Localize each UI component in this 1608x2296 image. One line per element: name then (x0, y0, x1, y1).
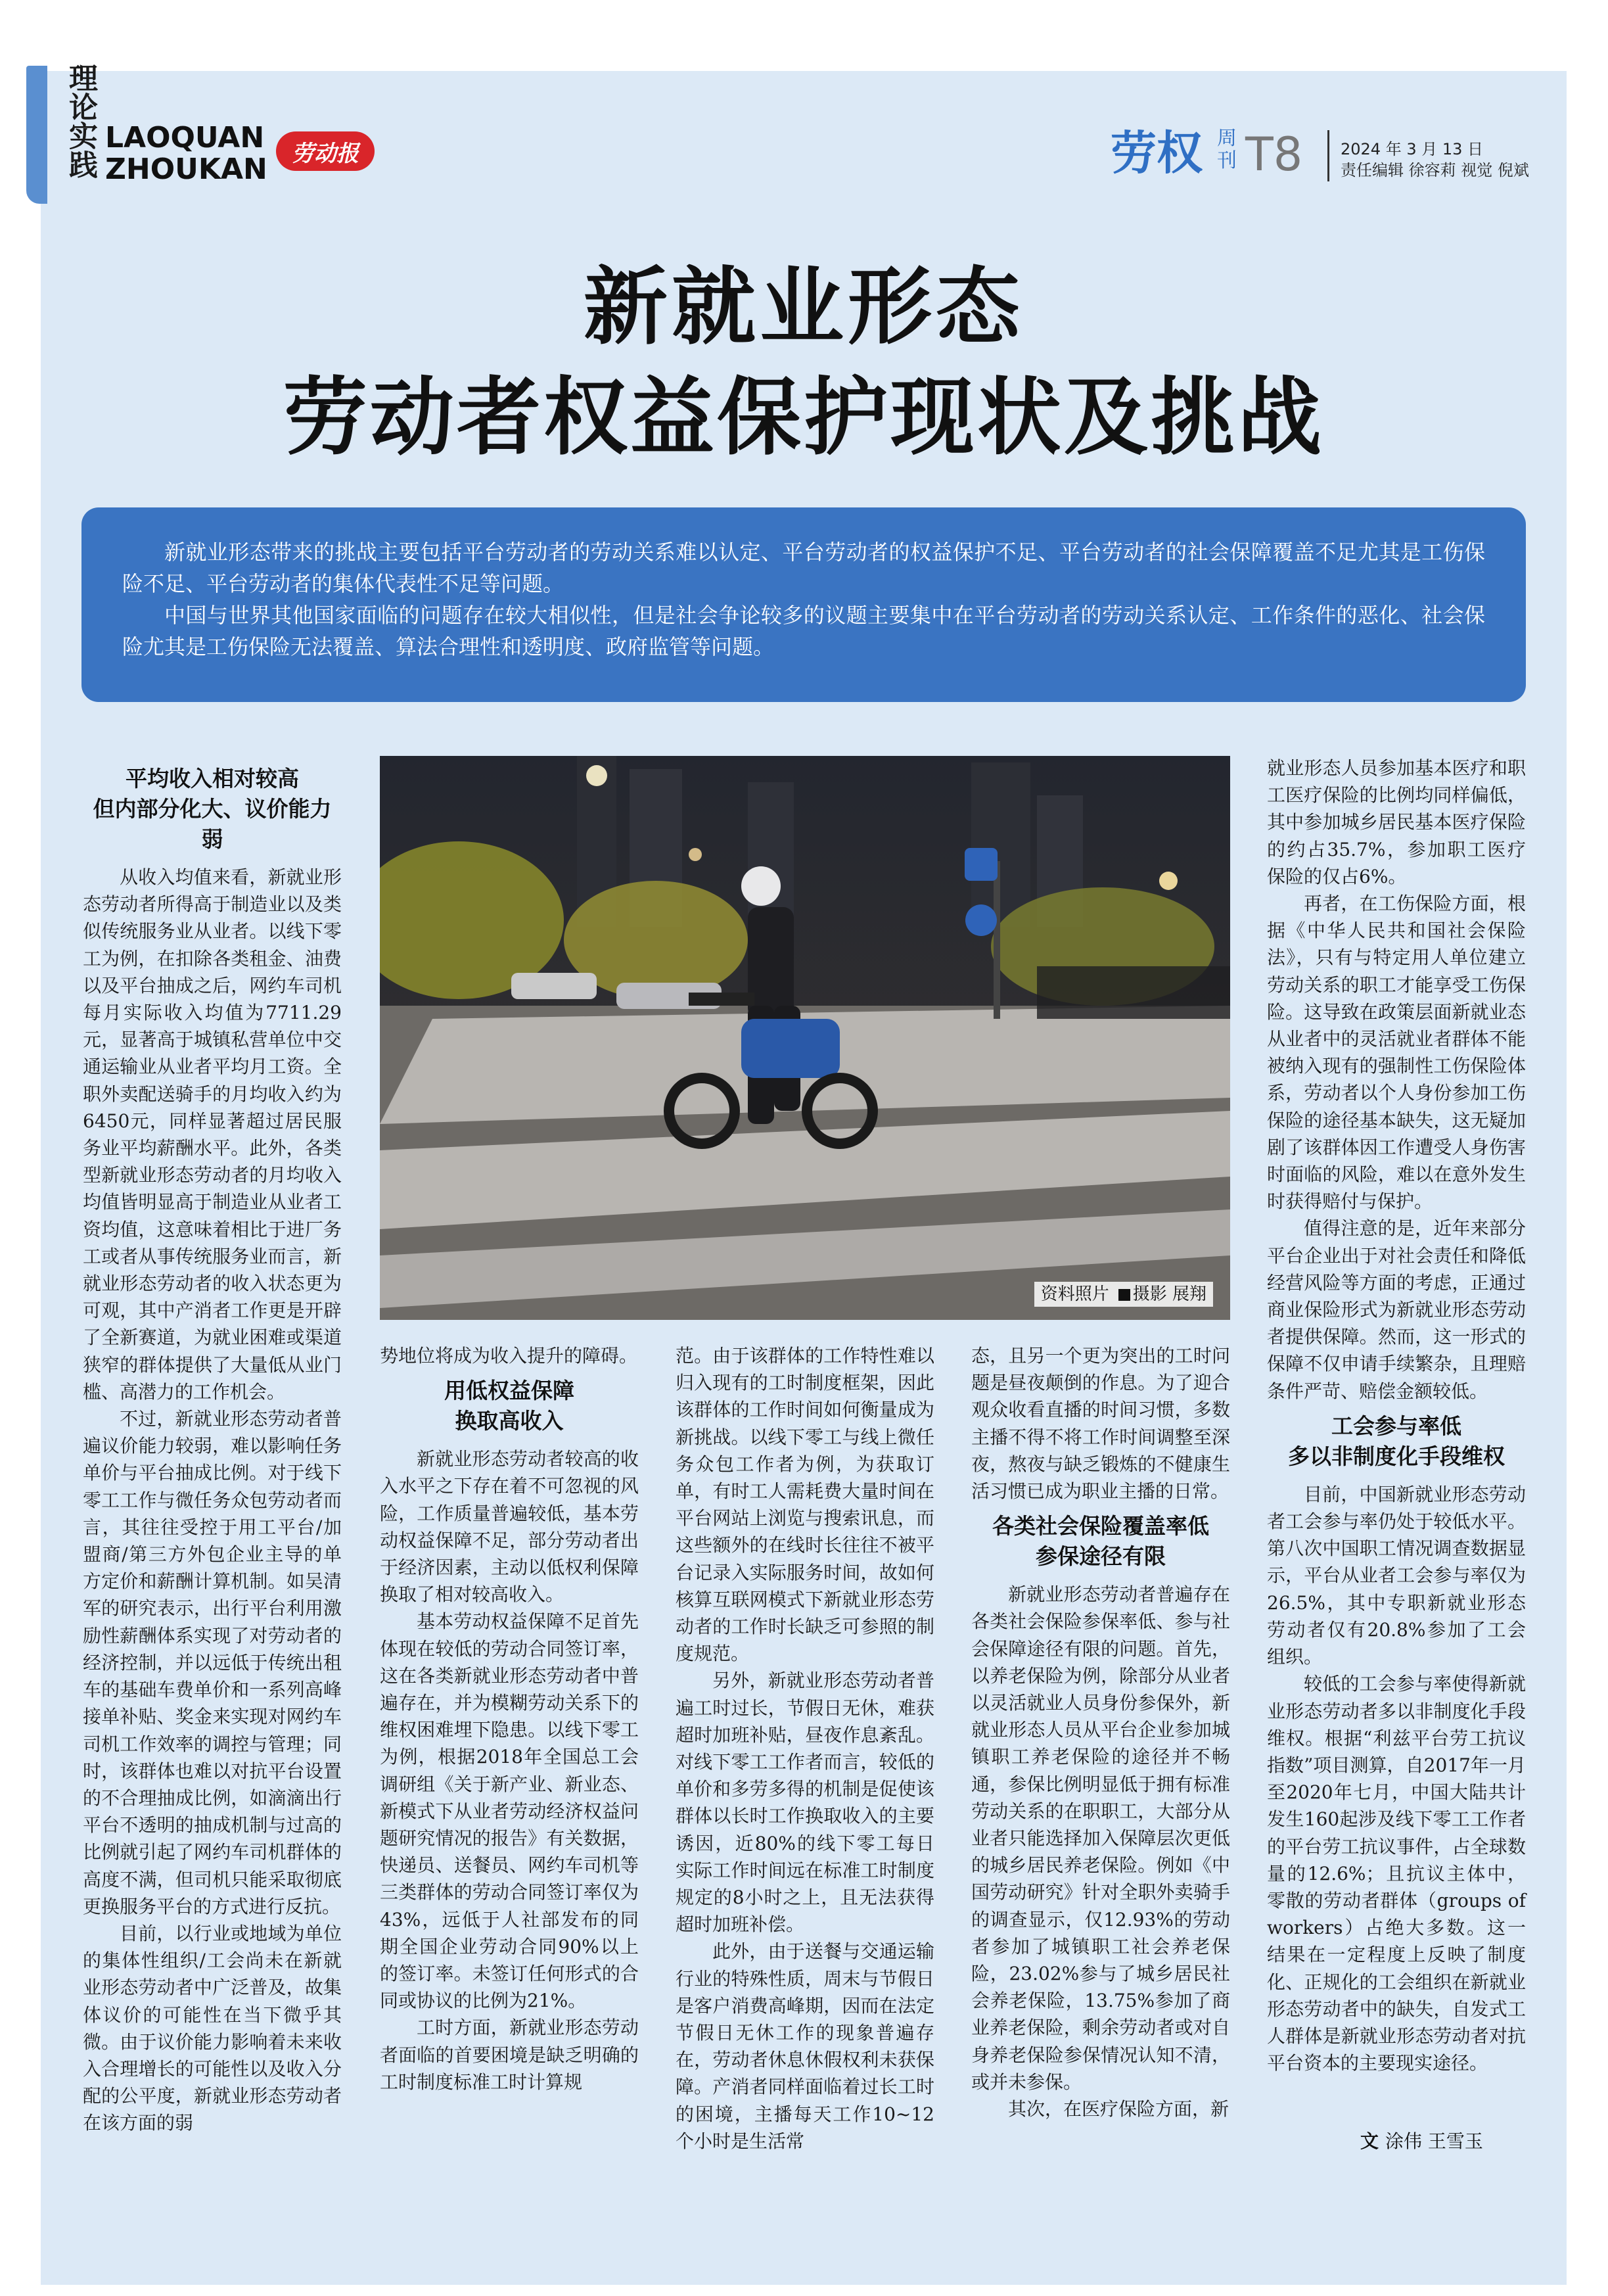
body-paragraph: 此外，由于送餐与交通运输行业的特殊性质，周末与节假日是客户消费高峰期，因而在法定节假日无休工作的现象普遍存在，劳动者休息休假权利未获保障。产消者同样面临着过长工时的困境，主播每天工作10~12个小时是生活常 (676, 1940, 934, 2152)
subhead-line: 参保途径有限 (1036, 1543, 1166, 1570)
column-subhead (83, 764, 342, 855)
summary-box (81, 507, 1526, 702)
body-paragraph: 另外，新就业形态劳动者普遍工时过长，节假日无休，难获超时加班补贴，昼夜作息紊乱。对线下零工工作者而言，较低的单价和多劳多得的机制是促使该群体以长时工作换取收入的主要诱因，近80%的线下零工每日实际工作时间远在标准工时制度规定的8小时之上，且无法获得超时加班补偿。 (676, 1670, 934, 1936)
body-paragraph: 新就业形态劳动者普遍存在各类社会保险参保率低、参与社会保障途径有限的问题。首先，以养老保险为例，除部分从业者以灵活就业人员身份参保外，新就业形态人员从平台企业参加城镇职工养老保险的途径并不畅通，参保比例明显低于拥有标准劳动关系的在职职工，大部分从业者只能选择加入保障层次更低的城乡居民养老保险。例如《中国劳动研究》针对全职外卖骑手的调查显示，仅12.93%的劳动者参加了城镇职工社会养老保险，23.02%参与了城乡居民社会养老保险，13.75%参加了商业养老保险，剩余劳动者或对自身养老保险参保情况认知不清，或并未参保。 (971, 1583, 1230, 2093)
caption-bullet-icon (1118, 1289, 1130, 1301)
body-paragraph: 从收入均值来看，新就业形态劳动者所得高于制造业以及类似传统服务业从业者。以线下零工为例，在扣除各类租金、油费以及平台抽成之后，网约车司机每月实际收入均值为7711.29元，显著高于城镇私营单位中交通运输业从业者平均月工资。全职外卖配送骑手的月均收入约为6450元，同样显著超过居民服务业平均薪酬水平。此外，各类型新就业形态劳动者的月均收入均值皆明显高于制造业从业者工资均值，这意味着相比于进厂务工或者从事传统服务业而言，新就业形态劳动者的收入状态更为可观，其中产消者工作更是开辟了全新赛道，为就业困难或渠道狭窄的群体提供了大量低从业门槛、高潜力的工作机会。 (83, 866, 342, 1403)
body-paragraph: 较低的工会参与率使得新就业形态劳动者多以非制度化手段维权。根据“利兹平台劳工抗议指数”项目测算，自2017年一月至2020年七月，中国大陆共计发生160起涉及线下零工工作者的平台劳工抗议事件，占全球数量的12.6%；且抗议主体中，零散的劳动者群体（groups of workers）占绝大多数。这一结果在一定程度上反映了制度化、正规化的工会组织在新就业形态劳动者中的缺失，自发式工人群体是新就业形态劳动者对抗平台资本的主要现实途径。 (1267, 1673, 1526, 2074)
body-paragraph: 范。由于该群体的工作特性难以归入现有的工时制度框架，因此该群体的工作时间如何衡量成为新挑战。以线下零工与线上微任务众包工作者为例，为获取订单，有时工人需耗费大量时间在平台网站上浏览与搜索讯息，而这些额外的在线时长往往不被平台记录入实际服务时间，故如何核算互联网模式下新就业形态劳动者的工作时长缺乏可参照的制度规范。 (676, 1345, 934, 1665)
photo-caption (1034, 1282, 1213, 1307)
brand-logo: 劳动报 (276, 131, 375, 171)
article-column-3 (676, 1342, 934, 2155)
editor-credit: 责任编辑 徐容莉 视觉 倪斌 (1341, 161, 1529, 179)
caption-credit-name: 展翔 (1172, 1284, 1206, 1304)
publication-date: 2024 年 3 月 13 日 (1341, 140, 1484, 158)
summary-paragraph: 新就业形态带来的挑战主要包括平台劳动者的劳动关系难以认定、平台劳动者的权益保护不足、平台劳动者的社会保障覆盖不足尤其是工伤保险不足、平台劳动者的集体代表性不足等问题。 (122, 540, 1485, 596)
body-paragraph: 势地位将成为收入提升的障碍。 (380, 1345, 638, 1367)
headline-line-2: 劳动者权益保护现状及挑战 (283, 368, 1324, 467)
body-paragraph: 态，且另一个更为突出的工时问题是昼夜颠倒的作息。为了迎合观众收看直播的时间习惯，多数主播不得不将工作时间调整至深夜，熬夜与缺乏锻炼的不健康生活习惯已成为职业主播的日常。 (971, 1345, 1230, 1503)
body-paragraph: 就业形态人员参加基本医疗和职工医疗保险的比例均同样偏低，其中参加城乡居民基本医疗保险的约占35.7%，参加职工医疗保险的仅占6%。 (1267, 757, 1526, 887)
subhead-line: 但内部分化大、议价能力弱 (93, 796, 332, 852)
publication-name: 劳权 (1111, 126, 1203, 180)
caption-credit-label: 摄影 (1132, 1284, 1167, 1304)
subhead-line: 换取高收入 (455, 1408, 564, 1434)
body-paragraph: 基本劳动权益保障不足首先体现在较低的劳动合同签订率，这在各类新就业形态劳动者中普遍存在，并为模糊劳动关系下的维权困难埋下隐患。以线下零工为例，根据2018年全国总工会调研组《关于新产业、新业态、新模式下从业者劳动经济权益问题研究情况的报告》有关数据，快递员、送餐员、网约车司机等三类群体的劳动合同签订率仅为43%，远低于人社部发布的同期全国企业劳动合同90%以上的签订率。未签订任何形式的合同或协议的比例为21%。 (380, 1610, 639, 2012)
column-subhead (1267, 1411, 1526, 1472)
subhead-line: 多以非制度化手段维权 (1288, 1443, 1505, 1469)
subhead-line: 工会参与率低 (1331, 1413, 1461, 1439)
column-subhead (380, 1376, 639, 1436)
subhead-line: 平均收入相对较高 (126, 766, 299, 791)
byline-authors: 涂伟 王雪玉 (1385, 2130, 1483, 2152)
article-column-2 (380, 1342, 639, 2096)
brand-latin-line-2: ZHOUKAN (105, 152, 267, 186)
byline (1360, 2130, 1483, 2153)
body-paragraph: 不过，新就业形态劳动者普遍议价能力较弱，难以影响任务单价与平台抽成比例。对于线下零工工作与微任务众包劳动者而言，其往往受控于用工平台/加盟商/第三方外包企业主导的单方定价和薪酬计算机制。如吴清军的研究表示，出行平台利用激励性薪酬体系实现了对劳动者的经济控制，并以远低于传统出租车的基础车费单价和一系列高峰接单补贴、奖金来实现对网约车司机工作效率的调控与管理；同时，该群体也难以对抗平台设置的不合理抽成比例，如滴滴出行平台不透明的抽成机制与过高的比例就引起了网约车司机群体的高度不满，但司机只能采取彻底更换服务平台的方式进行反抗。 (83, 1408, 342, 1917)
photo-illustration (380, 756, 1230, 1320)
body-paragraph: 新就业形态劳动者较高的收入水平之下存在着不可忽视的风险，工作质量普遍较低，基本劳动权益保障不足，部分劳动者出于经济因素，主动以低权利保障换取了相对较高收入。 (380, 1448, 639, 1606)
body-paragraph: 其次，在医疗保险方面，新 (1008, 2098, 1229, 2120)
article-column-1 (83, 757, 342, 2137)
section-name: 理论实践 (64, 63, 97, 179)
article-column-4 (971, 1342, 1230, 2122)
caption-source: 资料照片 (1040, 1284, 1109, 1304)
summary-paragraph: 中国与世界其他国家面临的问题存在较大相似性，但是社会争论较多的议题主要集中在平台劳动者的劳动关系认定、工作条件的恶化、社会保险尤其是工伤保险无法覆盖、算法合理性和透明度、政府监管等问题。 (122, 603, 1485, 659)
article-column-5 (1267, 755, 1526, 2076)
headline-line-1: 新就业形态 (583, 258, 1024, 356)
page-number: T8 (1245, 128, 1303, 181)
body-paragraph: 目前，中国新就业形态劳动者工会参与率仍处于较低水平。第八次中国职工情况调查数据显示，平台从业者工会参与率仅为26.5%，其中专职新就业形态劳动者仅有20.8%参加了工会组织。 (1267, 1483, 1526, 1668)
column-subhead (971, 1511, 1230, 1572)
subhead-line: 各类社会保险覆盖率低 (992, 1513, 1209, 1539)
brand-latin-line-1: LAOQUAN (105, 121, 265, 154)
body-paragraph: 再者，在工伤保险方面，根据《中华人民共和国社会保险法》，只有与特定用人单位建立劳动关系的职工才能享受工伤保险。这导致在政策层面新就业态从业者中的灵活就业者群体不能被纳入现有的强制性工伤保险体系，劳动者以个人身份参加工伤保险的途径基本缺失，这无疑加剧了该群体因工作遭受人身伤害时面临的风险，难以在意外发生时获得赔付与保护。 (1267, 893, 1526, 1213)
body-paragraph: 目前，以行业或地域为单位的集体性组织/工会尚未在新就业形态劳动者中广泛普及，故集体议价的可能性在当下微乎其微。由于议价能力影响着未来收入合理增长的可能性以及收入分配的公平度，新就业形态劳动者在该方面的弱 (83, 1922, 342, 2134)
news-photo (380, 756, 1230, 1320)
masthead-divider (1327, 130, 1329, 181)
section-marker (26, 66, 47, 204)
publication-suffix: 周刊 (1217, 127, 1237, 172)
subhead-line: 用低权益保障 (444, 1378, 574, 1404)
body-paragraph: 值得注意的是，近年来部分平台企业出于对社会责任和降低经营风险等方面的考虑，正通过商业保险形式为新就业形态劳动者提供保障。然而，这一形式的保障不仅申请手续繁杂，且理赔条件严苛、赔偿金额较低。 (1267, 1217, 1526, 1402)
byline-label: 文 (1360, 2130, 1379, 2152)
body-paragraph: 工时方面，新就业形态劳动者面临的首要困境是缺乏明确的工时制度标准工时计算规 (380, 2017, 639, 2093)
brand-latin (105, 122, 267, 185)
